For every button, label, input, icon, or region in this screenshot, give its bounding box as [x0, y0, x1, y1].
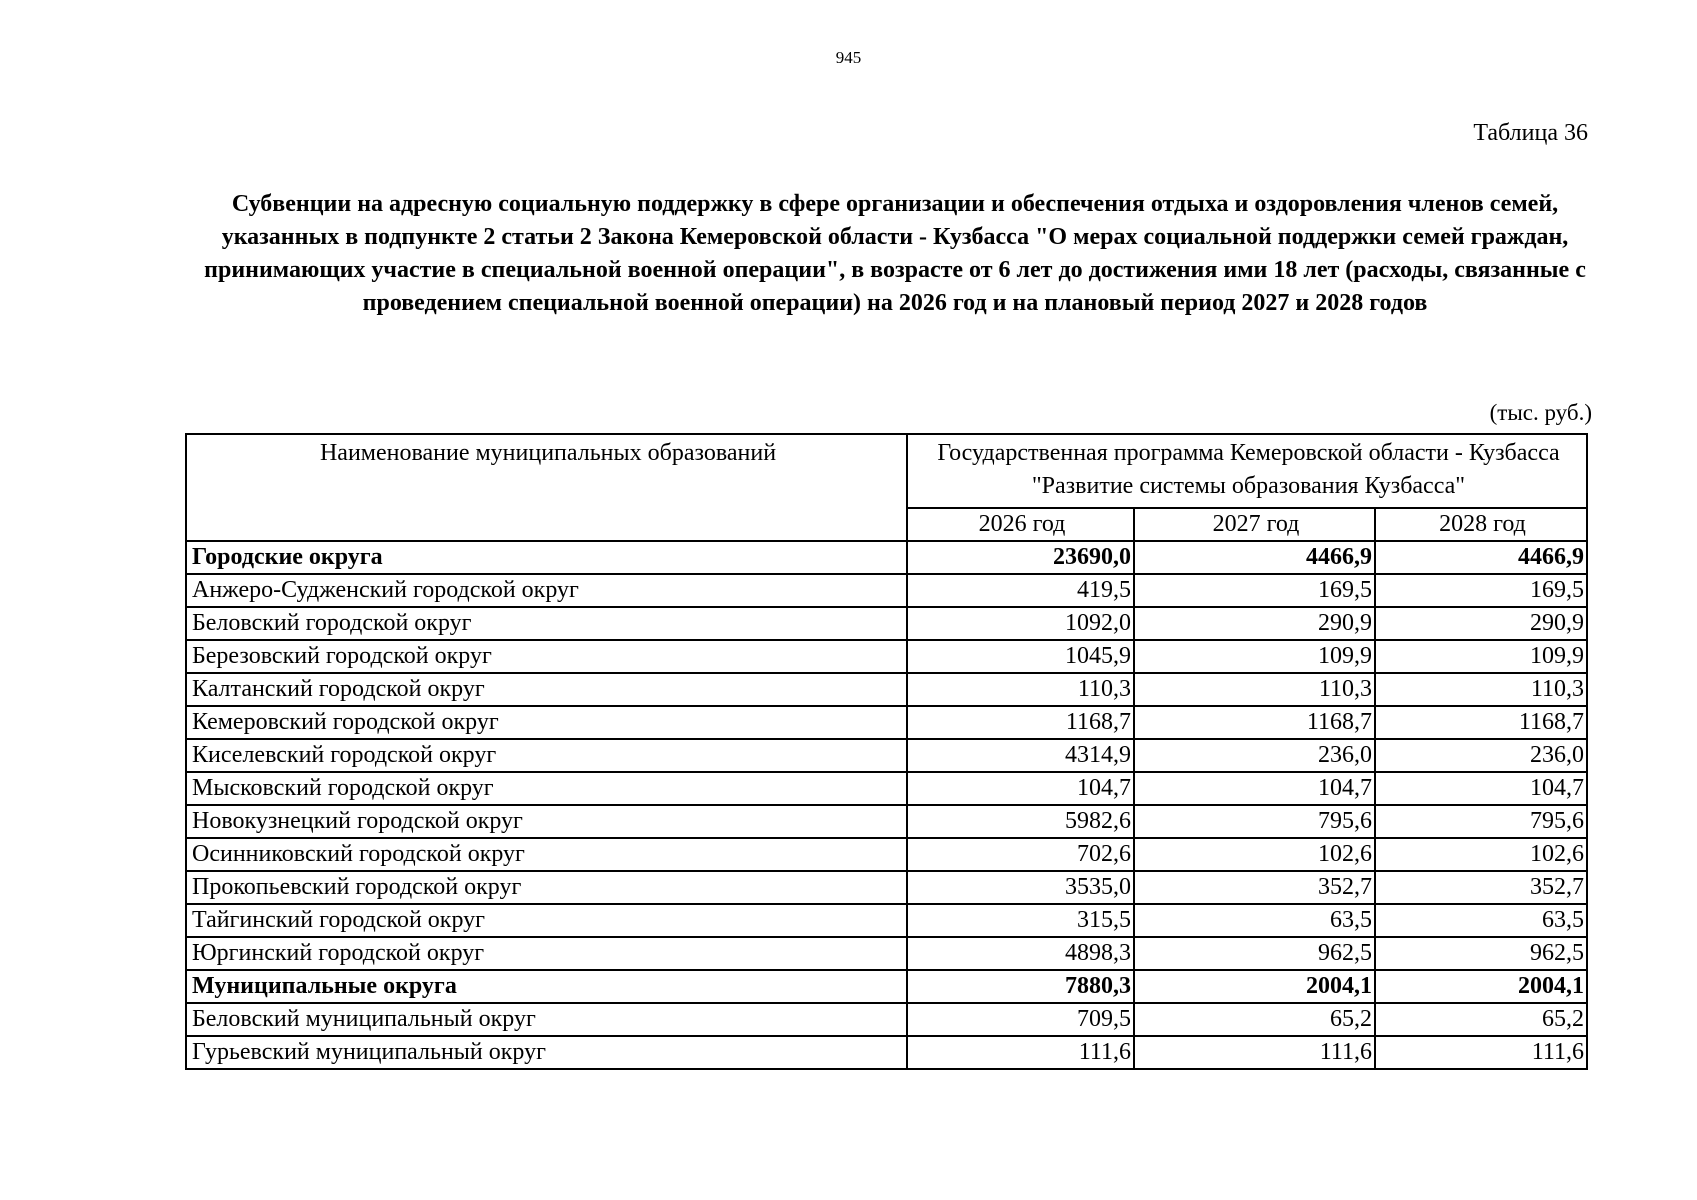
value-2027-cell: 1168,7: [1134, 706, 1375, 739]
value-2026-cell: 1045,9: [907, 640, 1134, 673]
value-2027-cell: 4466,9: [1134, 541, 1375, 574]
table-row: [186, 838, 1587, 871]
header-program: Государственная программа Кемеровской области - Кузбасса "Развитие системы образования Кузбасса": [907, 434, 1587, 508]
value-2027-cell: 2004,1: [1134, 970, 1375, 1003]
table-row: [186, 640, 1587, 673]
row-name-cell: Анжеро-Судженский городской округ: [186, 574, 907, 607]
units-label: (тыс. руб.): [1489, 400, 1592, 425]
value-2026-cell: 5982,6: [907, 805, 1134, 838]
row-name-cell: Прокопьевский городской округ: [186, 871, 907, 904]
header-year-2027: 2027 год: [1134, 508, 1375, 541]
value-2027-cell: 104,7: [1134, 772, 1375, 805]
table-row: [186, 607, 1587, 640]
value-2028-cell: 111,6: [1375, 1036, 1587, 1069]
value-2027-cell: 169,5: [1134, 574, 1375, 607]
value-2026-cell: 7880,3: [907, 970, 1134, 1003]
value-2028-cell: 795,6: [1375, 805, 1587, 838]
value-2027-cell: 110,3: [1134, 673, 1375, 706]
value-2026-cell: 1092,0: [907, 607, 1134, 640]
value-2026-cell: 419,5: [907, 574, 1134, 607]
value-2027-cell: 111,6: [1134, 1036, 1375, 1069]
value-2027-cell: 962,5: [1134, 937, 1375, 970]
row-name-cell: Юргинский городской округ: [186, 937, 907, 970]
row-name-cell: Городские округа: [186, 541, 907, 574]
value-2028-cell: 102,6: [1375, 838, 1587, 871]
value-2026-cell: 104,7: [907, 772, 1134, 805]
value-2028-cell: 169,5: [1375, 574, 1587, 607]
value-2027-cell: 290,9: [1134, 607, 1375, 640]
value-2027-cell: 352,7: [1134, 871, 1375, 904]
header-name-column: Наименование муниципальных образований: [186, 434, 907, 541]
value-2028-cell: 352,7: [1375, 871, 1587, 904]
header-year-2028: 2028 год: [1375, 508, 1587, 541]
row-name-cell: Мысковский городской округ: [186, 772, 907, 805]
value-2028-cell: 2004,1: [1375, 970, 1587, 1003]
row-name-cell: Киселевский городской округ: [186, 739, 907, 772]
value-2026-cell: 23690,0: [907, 541, 1134, 574]
row-name-cell: Кемеровский городской округ: [186, 706, 907, 739]
value-2026-cell: 702,6: [907, 838, 1134, 871]
value-2028-cell: 962,5: [1375, 937, 1587, 970]
value-2026-cell: 1168,7: [907, 706, 1134, 739]
value-2026-cell: 3535,0: [907, 871, 1134, 904]
value-2026-cell: 709,5: [907, 1003, 1134, 1036]
value-2028-cell: 236,0: [1375, 739, 1587, 772]
table-group-row: [186, 970, 1587, 1003]
table-label: Таблица 36: [1473, 120, 1588, 146]
row-name-cell: Новокузнецкий городской округ: [186, 805, 907, 838]
table-row: [186, 904, 1587, 937]
table-row: [186, 805, 1587, 838]
row-name-cell: Осинниковский городской округ: [186, 838, 907, 871]
value-2028-cell: 290,9: [1375, 607, 1587, 640]
table-row: [186, 574, 1587, 607]
value-2028-cell: 109,9: [1375, 640, 1587, 673]
table-row: [186, 772, 1587, 805]
row-name-cell: Тайгинский городской округ: [186, 904, 907, 937]
value-2027-cell: 63,5: [1134, 904, 1375, 937]
value-2028-cell: 104,7: [1375, 772, 1587, 805]
row-name-cell: Муниципальные округа: [186, 970, 907, 1003]
table-row: [186, 673, 1587, 706]
value-2026-cell: 4898,3: [907, 937, 1134, 970]
subventions-table: [185, 433, 1588, 1070]
table-row: [186, 871, 1587, 904]
value-2026-cell: 110,3: [907, 673, 1134, 706]
value-2028-cell: 1168,7: [1375, 706, 1587, 739]
value-2028-cell: 65,2: [1375, 1003, 1587, 1036]
value-2027-cell: 236,0: [1134, 739, 1375, 772]
row-name-cell: Калтанский городской округ: [186, 673, 907, 706]
document-title: Субвенции на адресную социальную поддержку в сфере организации и обеспечения отдыха и оздоровления членов семей, указанных в подпункте 2 статьи 2 Закона Кемеровской области - Кузбасса "О мерах социальной поддержки семей граждан, принимающих участие в специальной военной операции", в возрасте от 6 лет до достижения ими 18 лет (расходы, связанные с проведением специальной военной операции) на 2026 год и на плановый период 2027 и 2028 годов: [204, 191, 1586, 316]
table-body: [186, 541, 1587, 1069]
value-2026-cell: 315,5: [907, 904, 1134, 937]
value-2028-cell: 4466,9: [1375, 541, 1587, 574]
value-2027-cell: 102,6: [1134, 838, 1375, 871]
table-row: [186, 1036, 1587, 1069]
row-name-cell: Беловский городской округ: [186, 607, 907, 640]
table-row: [186, 706, 1587, 739]
table-row: [186, 937, 1587, 970]
table-group-row: [186, 541, 1587, 574]
value-2028-cell: 63,5: [1375, 904, 1587, 937]
page-number: 945: [835, 48, 862, 67]
row-name-cell: Беловский муниципальный округ: [186, 1003, 907, 1036]
table-row: [186, 1003, 1587, 1036]
value-2026-cell: 4314,9: [907, 739, 1134, 772]
value-2026-cell: 111,6: [907, 1036, 1134, 1069]
header-year-2026: 2026 год: [907, 508, 1134, 541]
row-name-cell: Гурьевский муниципальный округ: [186, 1036, 907, 1069]
row-name-cell: Березовский городской округ: [186, 640, 907, 673]
value-2028-cell: 110,3: [1375, 673, 1587, 706]
value-2027-cell: 109,9: [1134, 640, 1375, 673]
value-2027-cell: 65,2: [1134, 1003, 1375, 1036]
table-row: [186, 739, 1587, 772]
value-2027-cell: 795,6: [1134, 805, 1375, 838]
